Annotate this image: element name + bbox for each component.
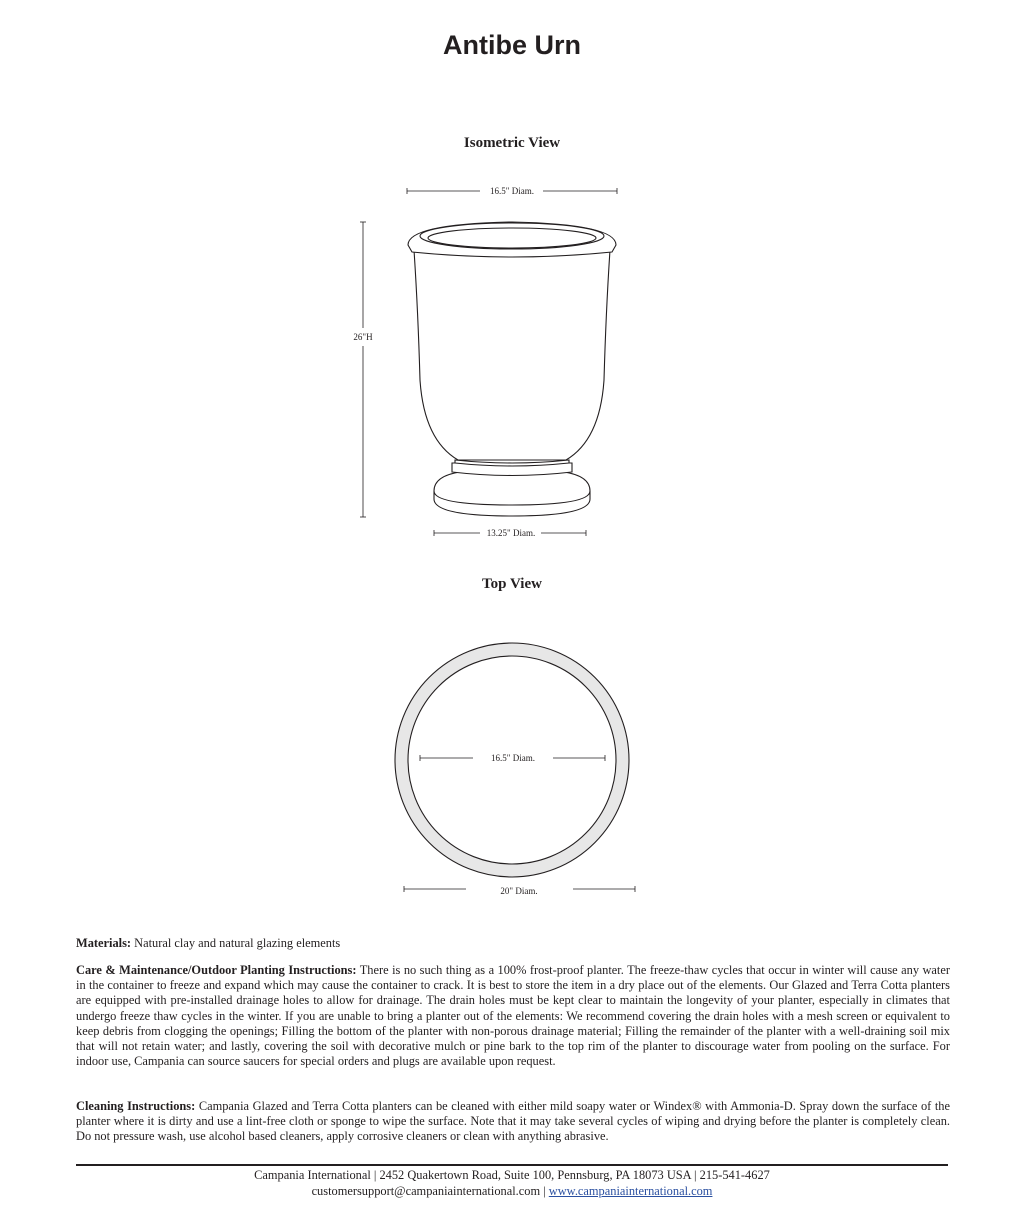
footer-separator: | [540,1184,549,1198]
outer-diameter-dimension [404,886,635,896]
care-section [76,963,950,1069]
cleaning-text: Campania Glazed and Terra Cotta planters can be cleaned with either mild soapy water or Windex® with Ammonia-D. Spray down the surface of the planter where it is dirty and use a lint-free cloth or sponge to wipe the surface. Note that it may take several cycles of wiping and drying before the planter is completely clean. Do not pressure wash, use alcohol based cleaners, apply corrosive cleaners or clean with anything abrasive. [76,1099,951,1144]
footer-divider [76,1164,948,1166]
footer-address: Campania International | 2452 Quakertown Road, Suite 100, Pennsburg, PA 18073 USA | 215-541-4627 [254,1168,770,1182]
inner-diameter-label: 16.5" Diam. [491,753,535,763]
isometric-view-heading: Isometric View [463,135,561,151]
cleaning-label: Cleaning Instructions: [76,1099,196,1113]
cleaning-section [76,1099,950,1145]
care-label: Care & Maintenance/Outdoor Planting Instructions: [76,963,357,977]
page-title: Antibe Urn [443,30,581,60]
height-label: 26"H [353,332,373,342]
footer-contact [0,1184,1024,1199]
base-diameter-dimension [434,528,586,538]
base-diameter-label: 13.25" Diam. [486,528,536,538]
website-link[interactable]: www.campaniainternational.com [548,1184,713,1198]
materials-text: Natural clay and natural glazing elements [134,936,341,950]
care-text: There is no such thing as a 100% frost-proof planter. The freeze-thaw cycles that occur in winter will cause any water in the container to freeze and expand which may cause the container to crack. It is best to store the item in a dry place out of the elements. Our Glazed and Terra Cotta planters are equipped with pre-installed drainage holes to allow for drainage. The drain holes must be kept clear to maintain the longevity of your planter, especially in climates that undergo freeze thaw cycles in the winter. If you are unable to bring a planter out of the elements: We recommend covering the drain holes with a mesh screen or equivalent to keep debris from clogging the openings; Filling the bottom of the planter with non-porous drainage material; Filling the remainder of the planter with a well-draining soil mix that will not retain water; and lastly, covering the soil with decorative mulch or pine bark to the top rim of the planter to discourage water from pooling on the surface. For indoor use, Campania can source saucers for special orders and plugs are available upon request. [76,963,950,1069]
materials-section [76,936,950,951]
urn-isometric [408,222,616,516]
outer-diameter-label: 20" Diam. [500,886,538,896]
footer-email: customersupport@campaniainternational.com [311,1184,541,1198]
materials-label: Materials: [76,936,132,950]
top-diameter-label: 16.5" Diam. [490,186,534,196]
top-diameter-dimension [407,186,617,196]
height-dimension [353,222,373,517]
top-view-heading: Top View [482,576,542,592]
